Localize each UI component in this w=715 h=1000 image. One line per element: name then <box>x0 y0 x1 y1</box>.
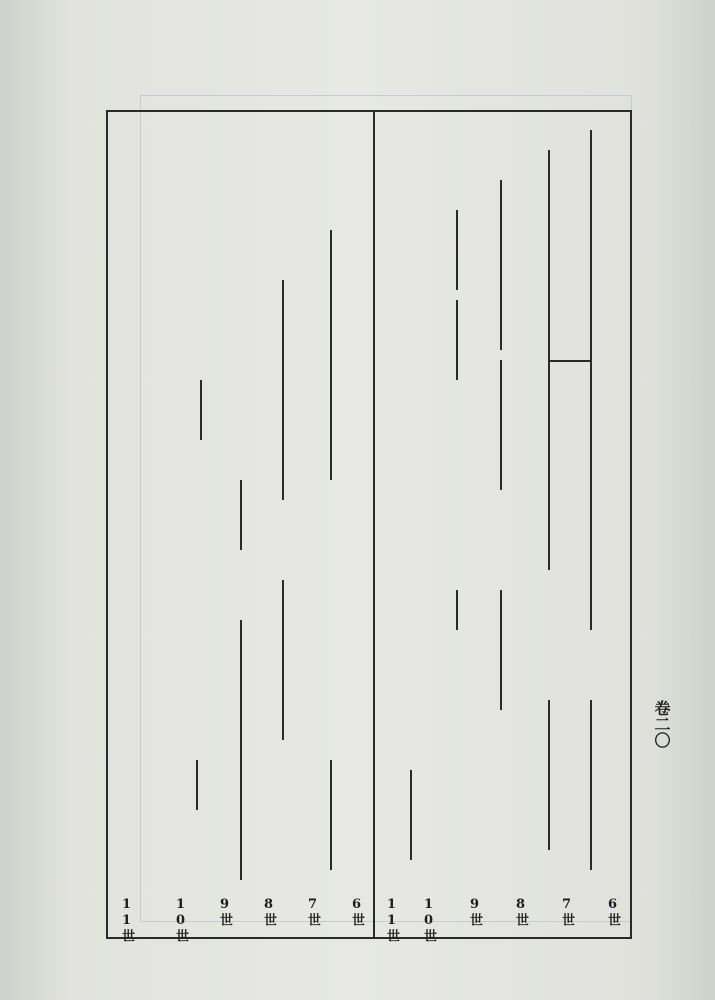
lineage-trunk <box>330 230 332 480</box>
lineage-trunk <box>240 820 242 880</box>
page-number: 卷二〇 <box>652 700 671 748</box>
gen-label: 6世 <box>605 897 620 927</box>
lineage-branch <box>548 360 592 362</box>
lineage-trunk <box>456 210 458 290</box>
lineage-trunk <box>548 700 550 850</box>
lineage-trunk <box>240 740 242 830</box>
lineage-trunk <box>196 760 198 810</box>
gen-label: 7世 <box>559 897 574 927</box>
lineage-trunk <box>590 130 592 630</box>
lineage-trunk <box>500 360 502 490</box>
lineage-trunk <box>282 580 284 740</box>
gen-label: 6世 <box>349 897 364 927</box>
genealogy-frame <box>106 110 632 939</box>
lineage-trunk <box>240 620 242 740</box>
lineage-trunk <box>200 380 202 440</box>
gen-label: 8世 <box>513 897 528 927</box>
lineage-trunk <box>548 150 550 570</box>
lineage-trunk <box>456 300 458 380</box>
gen-label: 9世 <box>467 897 482 927</box>
lineage-trunk <box>330 760 332 870</box>
lineage-trunk <box>590 700 592 870</box>
lineage-trunk <box>456 590 458 630</box>
lineage-trunk <box>500 590 502 710</box>
gen-label: 8世 <box>261 897 276 927</box>
gen-label: 11世 <box>119 897 134 943</box>
lineage-trunk <box>410 770 412 860</box>
lineage-trunk <box>500 180 502 350</box>
gen-label: 11世 <box>384 897 399 943</box>
gen-label: 10世 <box>421 897 436 943</box>
lineage-trunk <box>282 280 284 500</box>
gen-label: 9世 <box>217 897 232 927</box>
gen-label: 10世 <box>173 897 188 943</box>
lineage-trunk <box>240 480 242 550</box>
center-divider <box>373 110 375 939</box>
gen-label: 7世 <box>305 897 320 927</box>
